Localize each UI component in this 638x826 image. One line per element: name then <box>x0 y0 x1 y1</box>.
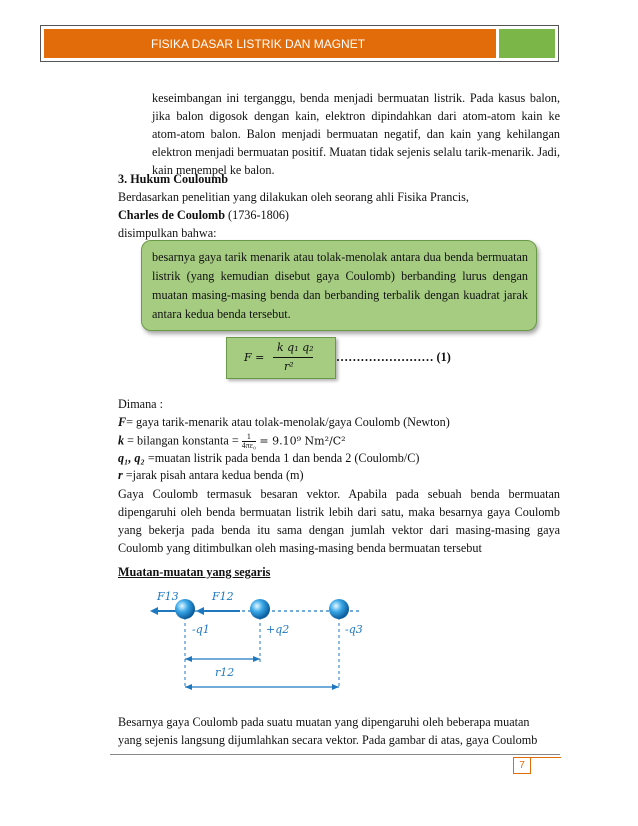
definition-q-text: =muatan listrik pada benda 1 dan benda 2 (Coulomb/C) <box>144 451 420 465</box>
symbol-q: q₁, q₂ <box>118 451 145 465</box>
page-header <box>40 25 559 62</box>
collinear-charges-diagram <box>140 583 380 695</box>
definition-q <box>118 451 419 466</box>
symbol-f: F <box>118 415 127 429</box>
formula-lhs: F = <box>244 351 265 364</box>
header-title: FISIKA DASAR LISTRIK DAN MAGNET <box>151 37 366 51</box>
intro-paragraph: keseimbangan ini terganggu, benda menjadi bermuatan listrik. Pada kasus balon, jika balon digosok dengan kain, elektron dipindahkan dari atom-atom kain ke atom-atom balon. Balon menjadi bermuatan negatif, dan kain yang kehilangan elektron menjadi bermuatan positif. Muatan tidak sejenis selalu tarik-menarik. Jadi, kain menempel ke balon. <box>152 91 560 177</box>
label-f12: F12 <box>212 590 234 603</box>
formula-denominator: r² <box>284 360 294 373</box>
page-number: 7 <box>513 757 531 774</box>
charge-q1 <box>175 599 195 619</box>
definition-r-text: =jarak pisah antara kedua benda (m) <box>122 468 304 482</box>
definition-f-text: = gaya tarik-menarik atau tolak-menolak/gaya Coulomb (Newton) <box>126 415 450 429</box>
symbol-r: r <box>118 468 123 482</box>
definition-k-text: = bilangan konstanta = <box>124 433 242 448</box>
definition-f <box>118 415 450 430</box>
charge-q2 <box>250 599 270 619</box>
scientist-name: Charles de Coulomb <box>118 208 225 222</box>
callout-text: besarnya gaya tarik menarik atau tolak-menolak antara dua benda bermuatan listrik (yang kemudian disebut gaya Coulomb) berbanding lurus dengan muatan masing-masing benda dan berbanding terbalik dengan kuadrat jarak antara kedua benda tersebut. <box>152 250 528 321</box>
f12-arrowhead <box>196 607 204 615</box>
header-accent-block <box>499 29 555 58</box>
symbol-k: k <box>118 433 125 448</box>
coulomb-law-callout <box>141 240 537 331</box>
charge-q3 <box>329 599 349 619</box>
closing-line-2: yang sejenis langsung dijumlahkan secara vektor. Pada gambar di atas, gaya Coulomb <box>118 733 538 747</box>
definition-r <box>118 468 304 483</box>
formula-fraction-bar <box>273 357 313 358</box>
k-fraction-num: 1 <box>242 433 256 442</box>
equation-number: …………………… (1) <box>336 350 451 364</box>
scientist-years: (1736-1806) <box>225 208 289 222</box>
closing-line-1: Besarnya gaya Coulomb pada suatu muatan yang dipengaruhi oleh beberapa muatan <box>118 715 530 729</box>
f13-arrowhead <box>150 607 158 615</box>
definitions-title: Dimana : <box>118 397 164 411</box>
coulomb-formula <box>226 337 336 379</box>
label-f13: F13 <box>157 590 179 603</box>
vector-paragraph: Gaya Coulomb termasuk besaran vektor. Apabila pada sebuah benda bermuatan dipengaruhi oleh benda bermuatan listrik lebih dari satu, maka besarnya gaya Coulomb yang bekerja pada benda itu sama dengan jumlah vektor dari masing-masing gaya Coulomb yang ditimbulkan oleh masing-masing benda bermuatan tersebut <box>118 487 560 555</box>
k-value: = 9.10⁹ Nm²/C² <box>255 434 346 448</box>
label-q1: -q1 <box>192 623 210 636</box>
k-fraction-den: 4πε₀ <box>241 441 256 450</box>
k-fraction <box>242 433 256 450</box>
label-q3: -q3 <box>345 623 363 636</box>
section-line-1: Berdasarkan penelitian yang dilakukan oleh seorang ahli Fisika Prancis, <box>118 190 469 204</box>
collinear-subheading: Muatan-muatan yang segaris <box>118 565 271 579</box>
section-heading: 3. Hukum Couloumb <box>118 172 229 186</box>
footer-rule <box>110 754 560 755</box>
page-number-accent <box>531 757 561 758</box>
section-line-2 <box>118 208 289 223</box>
label-r12: r12 <box>215 666 235 679</box>
section-line-3: disimpulkan bahwa: <box>118 226 217 240</box>
formula-numerator: k q₁ q₂ <box>277 341 314 354</box>
definition-k <box>118 433 346 450</box>
label-q2: +q2 <box>266 623 290 636</box>
